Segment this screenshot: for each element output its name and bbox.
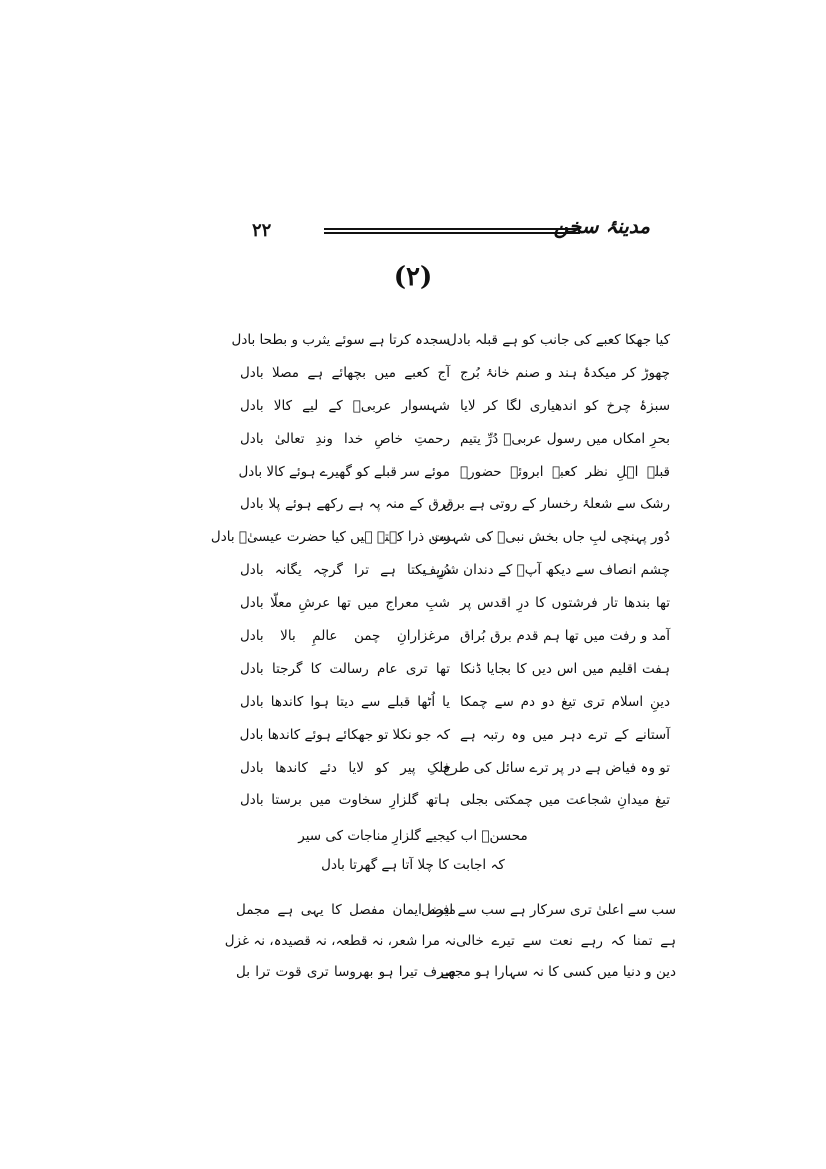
book-title: مدینۂ سخن bbox=[553, 214, 650, 238]
couplet bbox=[240, 591, 670, 624]
couplet bbox=[240, 558, 670, 591]
couplet bbox=[231, 328, 670, 361]
misra-second: تھا تری عام رسالت کا گرجتا بادل bbox=[240, 660, 450, 677]
misra-second: فلکِ پیر کو لایا دئے کاندھا بادل bbox=[240, 759, 450, 776]
misra-first: تیغ میدانِ شجاعت میں چمکتی بجلی bbox=[460, 792, 670, 809]
misra-first: آستانے کے ترے دہر میں وہ رتبہ ہے bbox=[460, 726, 670, 743]
misra-first: قبلۂ اہلِ نظر کعبۂ ابروئے حضورؐ bbox=[460, 463, 670, 480]
misra-second: ہاتھ گلزارِ سخاوت میں برستا بادل bbox=[240, 792, 450, 809]
couplet bbox=[236, 960, 676, 991]
misra-first: کیا جھکا کعبے کی جانب کو ہے قبلہ بادل bbox=[447, 332, 670, 348]
couplet bbox=[240, 624, 670, 657]
page-number: ۲۲ bbox=[252, 220, 272, 241]
couplet bbox=[240, 756, 670, 789]
misra-first: دُور پہنچی لبِ جاں بخش نبیؐ کی شہرت bbox=[431, 529, 670, 546]
ghazal-couplets bbox=[210, 328, 670, 821]
misra-second: کہ جو نکلا تو جھکائے ہوئے کاندھا بادل bbox=[239, 726, 450, 743]
final-couplets bbox=[224, 898, 676, 991]
misra-second: میرے ایمان مفصل کا یہی ہے مجمل bbox=[236, 902, 456, 918]
couplet bbox=[240, 394, 670, 427]
misra-first: سبزۂ چرخ کو اندھیاری لگا کر لایا bbox=[460, 397, 670, 414]
misra-first: سب سے اعلیٰ تری سرکار ہے سب سے افضل bbox=[421, 902, 676, 918]
misra-second: یا اُٹھا قبلے سے دیتا ہوا کاندھا بادل bbox=[240, 693, 450, 710]
couplet bbox=[224, 929, 676, 960]
couplet bbox=[240, 723, 670, 756]
misra-first: تھا بندھا تار فرشتوں کا درِ اقدس پر bbox=[460, 595, 670, 612]
couplet bbox=[240, 361, 670, 394]
couplet bbox=[240, 788, 670, 821]
couplet bbox=[240, 460, 670, 493]
maqta-line-1: محسنؔ اب کیجیے گلزارِ مناجات کی سیر bbox=[298, 828, 528, 844]
misra-second: شہسوار عربیؐ کے لیے کالا بادل bbox=[240, 397, 450, 414]
misra-second: دُرِ یکتا ہے ترا گرچہ یگانہ بادل bbox=[240, 562, 450, 579]
misra-second: مرغزارانِ چمن عالمِ بالا بادل bbox=[240, 628, 450, 645]
poem-number: (۲) bbox=[393, 262, 433, 292]
misra-first: تو وہ فیاض ہے در پر ترے سائل کی طرح bbox=[442, 759, 670, 776]
maqta-line-2: کہ اجابت کا چلا آتا ہے گھرتا بادل bbox=[321, 857, 505, 873]
couplet bbox=[240, 657, 670, 690]
couplet bbox=[240, 690, 670, 723]
misra-first: ہفت اقلیم میں اس دیں کا بجایا ڈنکا bbox=[460, 660, 670, 677]
maqta bbox=[0, 823, 826, 881]
misra-first: ہے تمنا کہ رہے نعت سے تیرے خالی bbox=[456, 933, 676, 949]
couplet bbox=[210, 525, 670, 558]
misra-first: دین و دنیا میں کسی کا نہ سہارا ہو مجھے bbox=[440, 964, 676, 980]
misra-second: نہ مرا شعر، نہ قطعہ، نہ قصیدہ، نہ غزل bbox=[224, 933, 456, 949]
page-header bbox=[240, 214, 660, 254]
misra-second: آج کعبے میں بچھائے ہے مصلا بادل bbox=[240, 364, 450, 381]
misra-second: رحمتِ خاصِ خدا وندِ تعالیٰ بادل bbox=[240, 430, 450, 447]
couplet bbox=[240, 492, 670, 525]
couplet bbox=[236, 898, 676, 929]
misra-second: سن ذرا کہتے ہیں کیا حضرت عیسیٰؑ بادل bbox=[210, 529, 450, 546]
misra-first: آمد و رفت میں تھا ہم قدم برق بُراق bbox=[460, 628, 670, 645]
misra-second: سجدہ کرتا ہے سوئے یثرب و بطحا بادل bbox=[231, 332, 450, 348]
misra-first: چھوڑ کر میکدۂ ہند و صنم خانۂ بُرج bbox=[460, 364, 670, 381]
couplet bbox=[240, 427, 670, 460]
misra-first: بحرِ امکاں میں رسول عربیؐ دُرِّ یتیم bbox=[460, 430, 670, 447]
misra-second: برق کے منہ پہ ہے رکھے ہوئے پلا بادل bbox=[240, 496, 450, 513]
misra-first: چشم انصاف سے دیکھ آپؐ کے دندان شریف bbox=[422, 562, 670, 579]
misra-first: رشک سے شعلۂ رخسار کے روتی ہے برق bbox=[443, 496, 670, 513]
misra-second: صرف تیرا ہو بھروسا تری قوت ترا بل bbox=[236, 964, 456, 980]
misra-second: شبِ معراج میں تھا عرشِ معلّا بادل bbox=[240, 595, 450, 612]
misra-first: دینِ اسلام تری تیغ دو دم سے چمکا bbox=[460, 693, 670, 710]
misra-second: موئے سر قبلے کو گھیرے ہوئے کالا بادل bbox=[238, 463, 450, 480]
header-divider bbox=[324, 228, 580, 234]
